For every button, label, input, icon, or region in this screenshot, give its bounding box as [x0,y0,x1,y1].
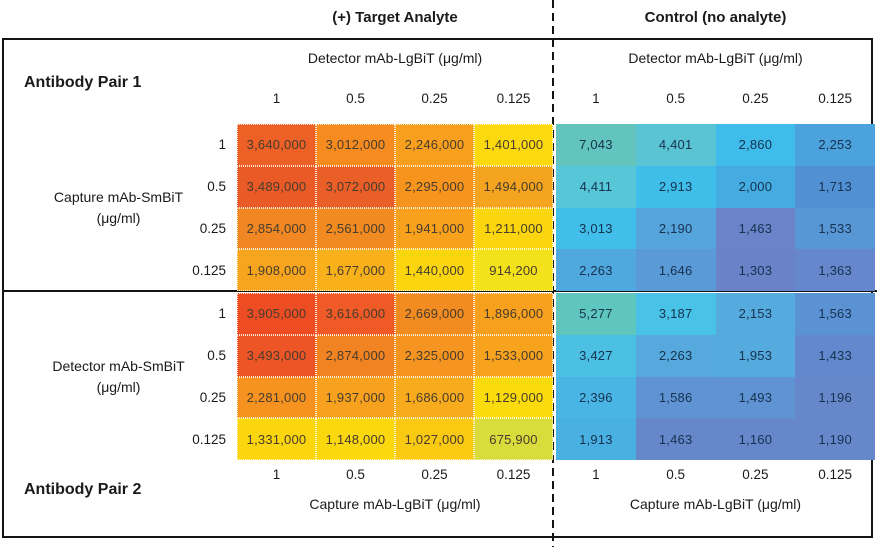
heatmap-cell: 1,129,000 [474,377,553,419]
col-header: 1 [272,466,281,482]
capture-axis-label-control: Capture mAb-LgBiT (μg/ml) [629,496,802,512]
pair2-row-axis-line1: Detector mAb-SmBiT [52,358,185,375]
bottom-col-headers-control [556,462,875,486]
heatmap-cell: 1,586 [636,377,716,419]
heatmap-cell: 3,493,000 [237,335,316,377]
top-col-headers-control [556,86,875,110]
control-title: Control (no analyte) [644,9,787,26]
heatmap-cell: 2,913 [636,166,716,208]
heatmap-cell: 2,253 [795,124,875,166]
heatmap-cell: 2,396 [556,377,636,419]
heatmap-cell: 1,913 [556,418,636,460]
heatmap-cell: 1,494,000 [474,166,553,208]
antibody-pair1-title: Antibody Pair 1 [24,74,142,91]
heatmap-cell: 1,433 [795,335,875,377]
row-header: 0.125 [192,262,226,278]
heatmap-cell: 1,953 [716,335,796,377]
heatmap-cell: 1,211,000 [474,208,553,250]
heatmap-cell: 5,277 [556,293,636,335]
col-header: 0.5 [346,466,365,482]
row-header: 1 [218,306,226,322]
heatmap-cell: 3,187 [636,293,716,335]
col-header: 0.125 [496,466,531,482]
heatmap-cell: 3,013 [556,208,636,250]
pair1-row-axis-line2: (μg/ml) [96,209,141,226]
heatmap-cell: 7,043 [556,124,636,166]
heatmap-cell: 3,072,000 [316,166,395,208]
col-header: 0.125 [818,466,853,482]
row-header: 1 [218,137,226,153]
pair2-row-headers [180,293,232,460]
heatmap-cell: 1,401,000 [474,124,553,166]
heatmap-cell: 3,489,000 [237,166,316,208]
pair1-row-axis-line1: Capture mAb-SmBiT [53,189,184,206]
heatmap-cell: 1,196 [795,377,875,419]
heatmap-cell: 1,677,000 [316,249,395,291]
col-header: 0.125 [818,90,853,106]
heatmap-cell: 1,148,000 [316,418,395,460]
row-header: 0.5 [207,348,226,364]
heatmap-cell: 2,860 [716,124,796,166]
heatmap-cell: 1,027,000 [395,418,474,460]
col-header: 0.25 [742,466,769,482]
pair2-control-heatmap [556,293,875,460]
pair1-row-headers [180,124,232,291]
heatmap-cell: 2,246,000 [395,124,474,166]
heatmap-cell: 914,200 [474,249,553,291]
heatmap-cell: 1,440,000 [395,249,474,291]
heatmap-cell: 3,905,000 [237,293,316,335]
heatmap-cell: 1,363 [795,249,875,291]
heatmap-cell: 1,463 [636,418,716,460]
col-header: 0.5 [666,90,686,106]
heatmap-cell: 1,908,000 [237,249,316,291]
heatmap-cell: 1,646 [636,249,716,291]
heatmap-cell: 2,000 [716,166,796,208]
heatmap-cell: 1,533 [795,208,875,250]
antibody-pair2-title: Antibody Pair 2 [24,481,142,498]
col-header: 0.5 [346,90,365,106]
heatmap-cell: 2,295,000 [395,166,474,208]
heatmap-cell: 4,401 [636,124,716,166]
capture-axis-label-target: Capture mAb-LgBiT (μg/ml) [309,496,481,512]
heatmap-cell: 1,937,000 [316,377,395,419]
heatmap-cell: 2,561,000 [316,208,395,250]
heatmap-cell: 1,331,000 [237,418,316,460]
col-header: 0.25 [421,90,448,106]
heatmap-cell: 3,427 [556,335,636,377]
detector-axis-label-control: Detector mAb-LgBiT (μg/ml) [628,50,803,66]
heatmap-cell: 1,563 [795,293,875,335]
heatmap-cell: 1,941,000 [395,208,474,250]
heatmap-cell: 1,160 [716,418,796,460]
col-header: 0.125 [496,90,531,106]
heatmap-cell: 2,281,000 [237,377,316,419]
heatmap-cell: 1,493 [716,377,796,419]
heatmap-cell: 2,854,000 [237,208,316,250]
heatmap-cell: 2,325,000 [395,335,474,377]
heatmap-cell: 2,153 [716,293,796,335]
detector-axis-label-target: Detector mAb-LgBiT (μg/ml) [307,50,483,66]
col-header: 0.25 [742,90,769,106]
pair2-target-heatmap [237,293,553,460]
heatmap-cell: 3,640,000 [237,124,316,166]
bottom-col-headers-target [237,462,553,486]
heatmap-cell: 2,263 [636,335,716,377]
col-header: 0.5 [666,466,686,482]
heatmap-cell: 1,533,000 [474,335,553,377]
pair1-control-heatmap [556,124,875,291]
col-header: 1 [592,466,600,482]
heatmap-cell: 1,303 [716,249,796,291]
col-header: 1 [592,90,600,106]
heatmap-cell: 3,616,000 [316,293,395,335]
heatmap-cell: 3,012,000 [316,124,395,166]
target-analyte-title: (+) Target Analyte [332,9,458,26]
col-header: 1 [272,90,281,106]
heatmap-cell: 1,713 [795,166,875,208]
heatmap-cell: 1,896,000 [474,293,553,335]
row-header: 0.5 [207,179,226,195]
heatmap-cell: 2,874,000 [316,335,395,377]
row-header: 0.125 [192,431,226,447]
heatmap-cell: 1,463 [716,208,796,250]
heatmap-cell: 675,900 [474,418,553,460]
col-header: 0.25 [421,466,448,482]
row-header: 0.25 [199,220,226,236]
pair2-row-axis-line2: (μg/ml) [96,378,141,395]
heatmap-cell: 1,686,000 [395,377,474,419]
heatmap-cell: 1,190 [795,418,875,460]
top-col-headers-target [237,86,553,110]
heatmap-cell: 2,190 [636,208,716,250]
row-header: 0.25 [199,389,226,405]
heatmap-cell: 4,411 [556,166,636,208]
heatmap-cell: 2,669,000 [395,293,474,335]
heatmap-cell: 2,263 [556,249,636,291]
pair1-target-heatmap [237,124,553,291]
